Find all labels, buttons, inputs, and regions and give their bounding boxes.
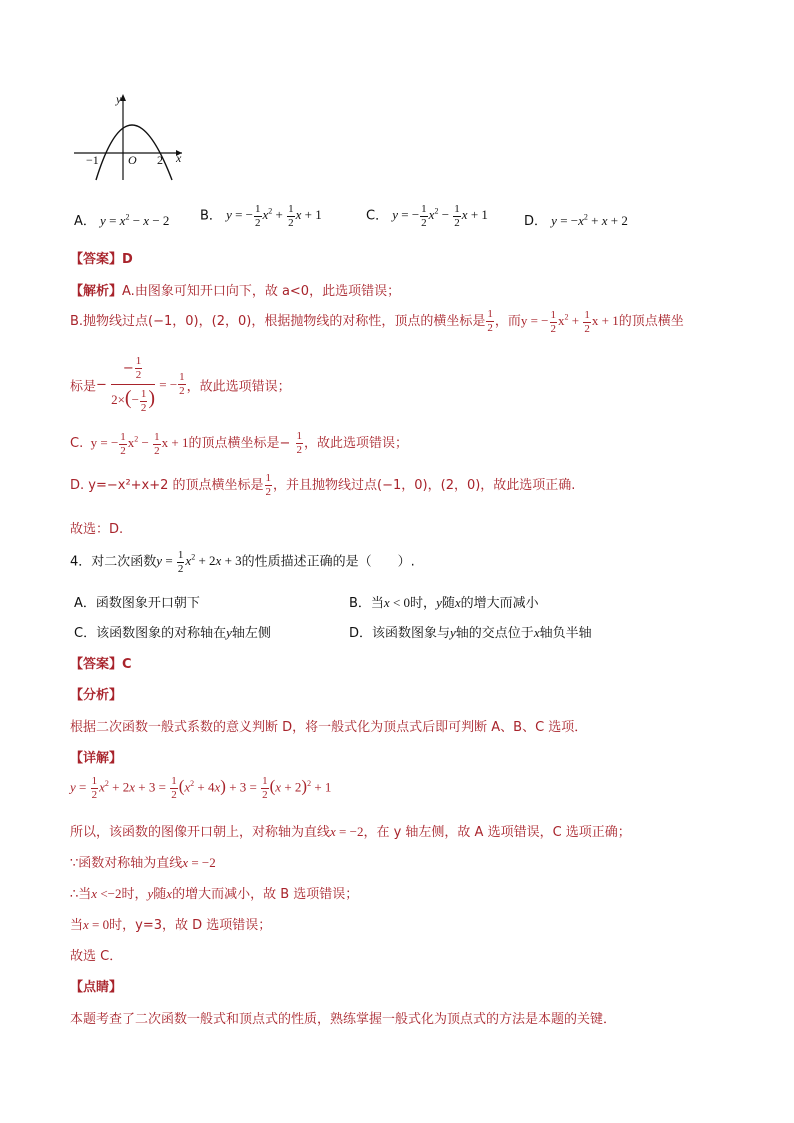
q3-analysis-d-part2: ，并且抛物线过点(−1，0)，(2，0)，故此选项正确. — [273, 478, 576, 493]
q4-option-b-part2: 时， — [410, 596, 437, 611]
q3-analysis-b-line1 — [70, 309, 684, 335]
q4-detail-equation: y = $\frac{1}{2}$ $x^2 + 2x + 3$ = $\frac{1}{2}$ $(x^2 + 4x) + 3$ = $\frac{1}{2}$ $(x + 2)^2 + 1$ — [70, 775, 332, 801]
q4-option-b-part3: 随 — [441, 596, 455, 611]
option-c — [366, 204, 488, 229]
q3-answer — [70, 248, 133, 267]
q4-analysis-tag: 【分析】 — [70, 688, 123, 703]
q4-comment-tag: 【点睛】 — [70, 980, 123, 995]
fraction-half: $\frac{1}{2}$ — [487, 308, 493, 334]
q4-detail-line3-part4: 的增大而减小，故 B 选项错误； — [172, 887, 359, 902]
q3-analysis-b-part3: 的顶点横坐 — [618, 314, 684, 329]
q4-option-d — [349, 622, 592, 641]
q4-comment-text: 本题考查了二次函数一般式和顶点式的性质，熟练掌握一般式化为顶点式的方法是本题的关键． — [70, 1012, 617, 1027]
q4-detail-line1-part2: ，在 y 轴左侧，故 A 选项错误，C 选项正确； — [363, 825, 631, 840]
q4-answer-tag: 【答案】 — [70, 657, 123, 672]
q4-detail-tag: 【详解】 — [70, 751, 123, 766]
q4-option-b-y: y — [436, 595, 442, 610]
q4-analysis-text: 根据二次函数一般式系数的意义判断 D，将一般式化为顶点式后即可判断 A、B、C 选项． — [70, 720, 588, 735]
q3-analysis-c-part2: 的顶点横坐标是− — [188, 436, 291, 451]
q4-option-b-x: x — [454, 595, 461, 610]
q3-analysis-c-part3: ，故此选项错误； — [304, 436, 409, 451]
option-b-formula: y = − $\frac{1}{2}$ $x^2$ + $\frac{1}{2}$ x + 1 — [226, 203, 322, 229]
graph-label-origin: O — [128, 153, 137, 167]
q4-option-d-x: x — [533, 625, 540, 640]
q3-analysis-b-line2: 标是− − $\frac{1}{2}$ 2×(− $\frac{1}{2}$ ) = − $\frac{1}{2}$ ，故此选项错误； — [70, 355, 291, 414]
q4-option-b — [349, 592, 539, 611]
q3-analysis-a-text: A.由图象可知开口向下，故 a<0，此选项错误； — [122, 284, 401, 299]
graph-label-neg1: −1 — [86, 153, 99, 167]
q3-conclusion: 故选：D. — [70, 522, 124, 537]
q4-stem-formula: y = $\frac{1}{2}$ $x^2 + 2x + 3$ — [156, 549, 242, 575]
q4-stem — [70, 550, 415, 575]
option-c-formula: y = − $\frac{1}{2}$ $x^2$ − $\frac{1}{2}$ x + 1 — [392, 203, 488, 229]
graph-y-label: y — [116, 92, 122, 106]
q4-detail-line3-part2: 时， — [121, 887, 148, 902]
q3-analysis-a — [70, 280, 400, 299]
q3-analysis-c-formula: y = − $\frac{1}{2}$ $x^2$ − $\frac{1}{2}$ x + 1 — [87, 430, 189, 457]
q3-analysis-c-label: C. — [70, 436, 84, 451]
q3-analysis-b-line2-end: ，故此选项错误； — [186, 379, 291, 395]
q3-answer-value: D — [122, 252, 133, 267]
q4-option-d-part1: D．该函数图象与 — [349, 626, 451, 641]
q4-detail-line3 — [70, 883, 358, 902]
q3-analysis-c: C. y = − $\frac{1}{2}$ $x^2$ − $\frac{1}{2}$ x + 1的顶点横坐标是− $\frac{1}{2}$ ，故此选项错误； — [70, 430, 409, 457]
q4-detail-line4-part1: 当 — [70, 918, 84, 933]
q3-analysis-b-part2: ，而 — [494, 314, 521, 329]
q3-answer-tag: 【答案】 — [70, 252, 123, 267]
q4-detail-line3-x: x — [166, 886, 173, 901]
q3-analysis-b-formula: y = − $\frac{1}{2}$ $x^2$ + $\frac{1}{2}$ x + 1 — [520, 308, 619, 335]
q4-detail-line1-part1: 所以，该函数的图像开口朝上，对称轴为直线 — [70, 825, 331, 840]
q4-option-b-part1: B．当 — [349, 596, 384, 611]
q4-detail-line3-y: y — [147, 886, 154, 901]
q3-analysis-b-line2-start: 标是 — [70, 379, 97, 395]
q4-option-d-y: y — [450, 625, 456, 640]
q4-option-c-y: y — [226, 625, 232, 640]
q4-option-c — [74, 622, 271, 641]
q4-detail-line3-cond: x <−2 — [91, 886, 122, 901]
q4-detail-line1 — [70, 821, 631, 840]
q4-option-b-cond: x < 0 — [383, 595, 411, 610]
graph-x-label: x — [176, 151, 182, 165]
q4-detail-line4-part2: 时，y=3，故 D 选项错误； — [109, 918, 272, 933]
option-d-formula: $y = -x^2 + x + 2$ — [551, 212, 628, 228]
graph-label-2: 2 — [157, 153, 163, 167]
q4-answer-value: C — [122, 657, 132, 672]
q3-analysis-tag: 【解析】 — [70, 284, 123, 299]
q4-detail-line2-text: ∵函数对称轴为直线 — [70, 856, 183, 871]
q4-detail-line4 — [70, 914, 271, 933]
compound-fraction: − $\frac{1}{2}$ 2×(− $\frac{1}{2}$ ) — [111, 355, 156, 414]
option-a-formula: $y = x^2 - x - 2$ — [100, 212, 170, 228]
q4-detail-line3-part1: ∴当 — [70, 887, 92, 902]
option-a — [74, 210, 169, 229]
q3-analysis-d-part1: D. y=−x²+x+2 的顶点横坐标是 — [70, 478, 264, 493]
option-d-label: D． — [524, 214, 548, 229]
q3-analysis-d: D. y=−x²+x+2 的顶点横坐标是 $\frac{1}{2}$ ，并且抛物线过点(−1，0)，(2，0)，故此选项正确. — [70, 472, 576, 498]
q4-answer — [70, 653, 132, 672]
q4-detail-line1-eq: x = −2 — [330, 824, 364, 839]
q4-conclusion: 故选 C． — [70, 949, 123, 964]
q4-option-a: A．函数图象开口朝下 — [74, 596, 200, 611]
option-a-label: A． — [74, 214, 96, 229]
q4-stem-start: 4．对二次函数 — [70, 554, 157, 570]
option-b-label: B． — [200, 208, 222, 224]
q4-option-d-part3: 轴负半轴 — [539, 626, 592, 641]
q4-option-d-part2: 轴的交点位于 — [455, 626, 534, 641]
q4-detail-line2 — [70, 852, 216, 871]
option-d — [524, 210, 628, 229]
parabola-graph — [68, 90, 186, 182]
q3-analysis-b-part1: B.抛物线过点(−1，0)，(2，0)，根据抛物线的对称性，顶点的横坐标是 — [70, 314, 486, 329]
q4-stem-end: 的性质描述正确的是（ ）. — [241, 554, 415, 570]
q4-detail-line3-part3: 随 — [153, 887, 167, 902]
option-b — [200, 204, 322, 229]
option-c-label: C． — [366, 208, 389, 224]
q4-detail-line4-eq: x = 0 — [83, 917, 110, 932]
q4-option-c-part2: 轴左侧 — [231, 626, 271, 641]
q4-option-c-part1: C．该函数图象的对称轴在 — [74, 626, 227, 641]
q4-detail-line2-eq: x = −2 — [182, 855, 216, 870]
q4-option-b-part4: 的增大而减小 — [460, 596, 539, 611]
